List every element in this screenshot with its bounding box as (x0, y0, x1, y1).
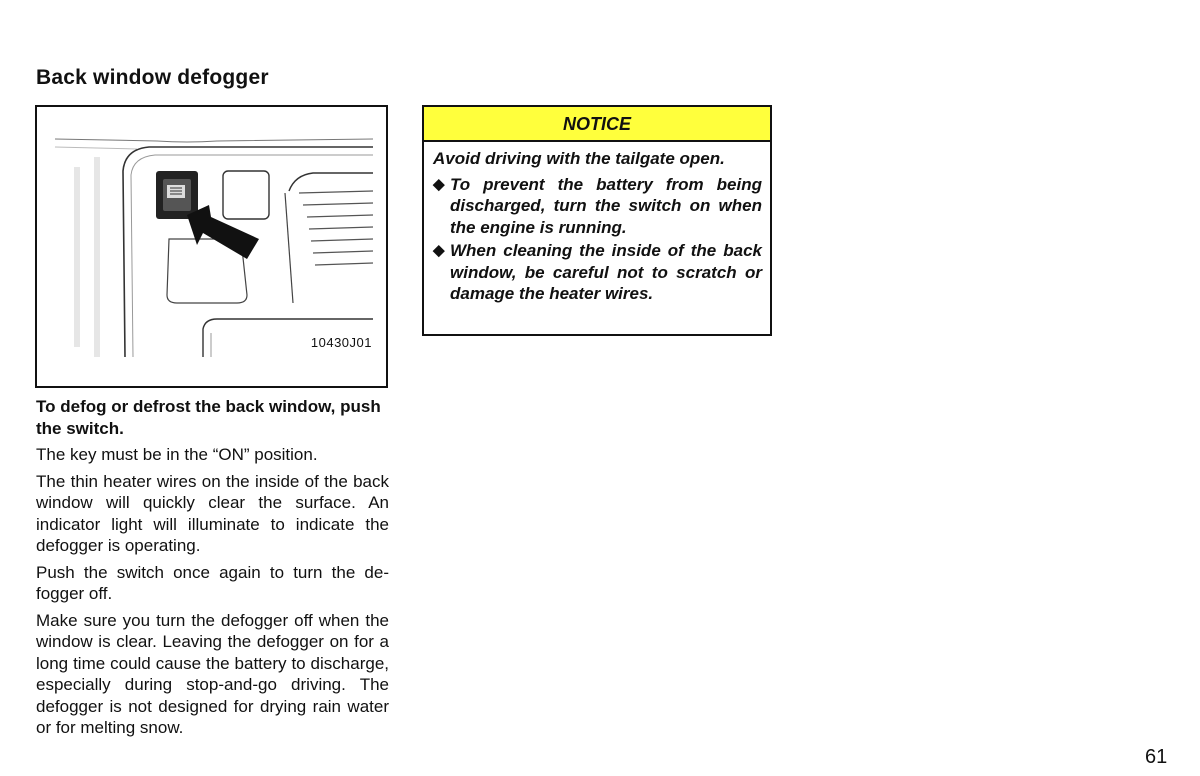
notice-item (433, 240, 762, 305)
notice-title: NOTICE (424, 107, 770, 142)
paragraph: Make sure you turn the defogger off when the window is clear. Leaving the defogger on for a long time could cause the battery to discharge, especially during stop-and-go driving. The defogger is not designed for drying rain water or for melting snow. (36, 610, 389, 737)
body-text (36, 396, 389, 744)
diamond-bullet-icon: ◆ (433, 175, 445, 193)
notice-item-text: When cleaning the inside of the back window, be careful not to scratch or damage the heater wires. (450, 241, 762, 303)
defogger-switch-figure (35, 105, 388, 388)
notice-item (433, 174, 762, 239)
lead-instruction: To defog or defrost the back window, push the switch. (36, 397, 381, 438)
figure-code: 10430J01 (310, 335, 372, 350)
paragraph: The thin heater wires on the inside of the back window will quickly clear the surface. An indicator light will illuminate to indicate the defogger is operating. (36, 471, 389, 555)
page-number: 61 (1145, 746, 1168, 768)
diamond-bullet-icon: ◆ (433, 242, 445, 259)
notice-box (422, 105, 772, 336)
paragraph: The key must be in the “ON” position. (36, 445, 318, 464)
notice-body (424, 142, 770, 305)
notice-intro: Avoid driving with the tailgate open. (433, 149, 725, 168)
paragraph: Push the switch once again to turn the de-fogger off. (36, 562, 389, 603)
notice-item-text: To prevent the battery from being discharged, turn the switch on when the engine is running. (450, 174, 762, 237)
section-title: Back window defogger (36, 66, 269, 89)
